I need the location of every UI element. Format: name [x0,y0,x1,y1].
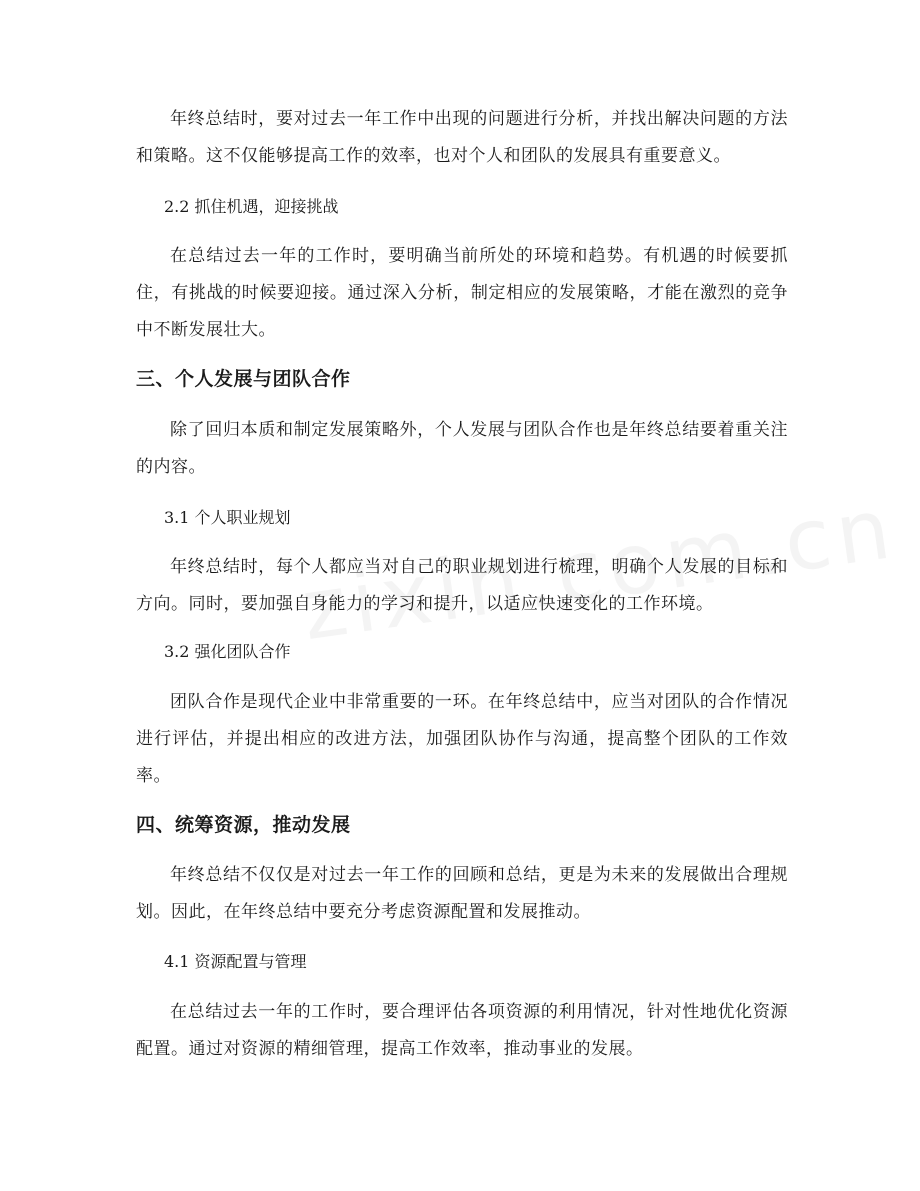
paragraph-resources: 年终总结不仅仅是对过去一年工作的回顾和总结，更是为未来的发展做出合理规划。因此，在年终总结中要充分考虑资源配置和发展推动。 [136,865,788,922]
section-heading-4: 四、统筹资源，推动发展 [136,814,351,836]
paragraph-teamwork: 团队合作是现代企业中非常重要的一环。在年终总结中，应当对团队的合作情况进行评估，并提出相应的改进方法，加强团队协作与沟通，提高整个团队的工作效率。 [136,692,788,786]
subheading-3-1: 3.1 个人职业规划 [164,508,291,527]
paragraph-resource-management: 在总结过去一年的工作时，要合理评估各项资源的利用情况，针对性地优化资源配置。通过对资源的精细管理，提高工作效率，推动事业的发展。 [136,1002,788,1059]
paragraph-personal-team: 除了回归本质和制定发展策略外，个人发展与团队合作也是年终总结要着重关注的内容。 [136,420,788,477]
section-heading-3: 三、个人发展与团队合作 [136,368,351,390]
subheading-3-2: 3.2 强化团队合作 [164,642,291,661]
subheading-4-1: 4.1 资源配置与管理 [164,952,307,971]
paragraph-opportunities: 在总结过去一年的工作时，要明确当前所处的环境和趋势。有机遇的时候要抓住，有挑战的时候要迎接。通过深入分析，制定相应的发展策略，才能在激烈的竞争中不断发展壮大。 [136,246,788,340]
paragraph-problem-analysis: 年终总结时，要对过去一年工作中出现的问题进行分析，并找出解决问题的方法和策略。这不仅能够提高工作的效率，也对个人和团队的发展具有重要意义。 [136,109,788,166]
subheading-2-2: 2.2 抓住机遇，迎接挑战 [164,197,339,216]
paragraph-career-planning: 年终总结时，每个人都应当对自己的职业规划进行梳理，明确个人发展的目标和方向。同时，要加强自身能力的学习和提升，以适应快速变化的工作环境。 [136,557,788,614]
